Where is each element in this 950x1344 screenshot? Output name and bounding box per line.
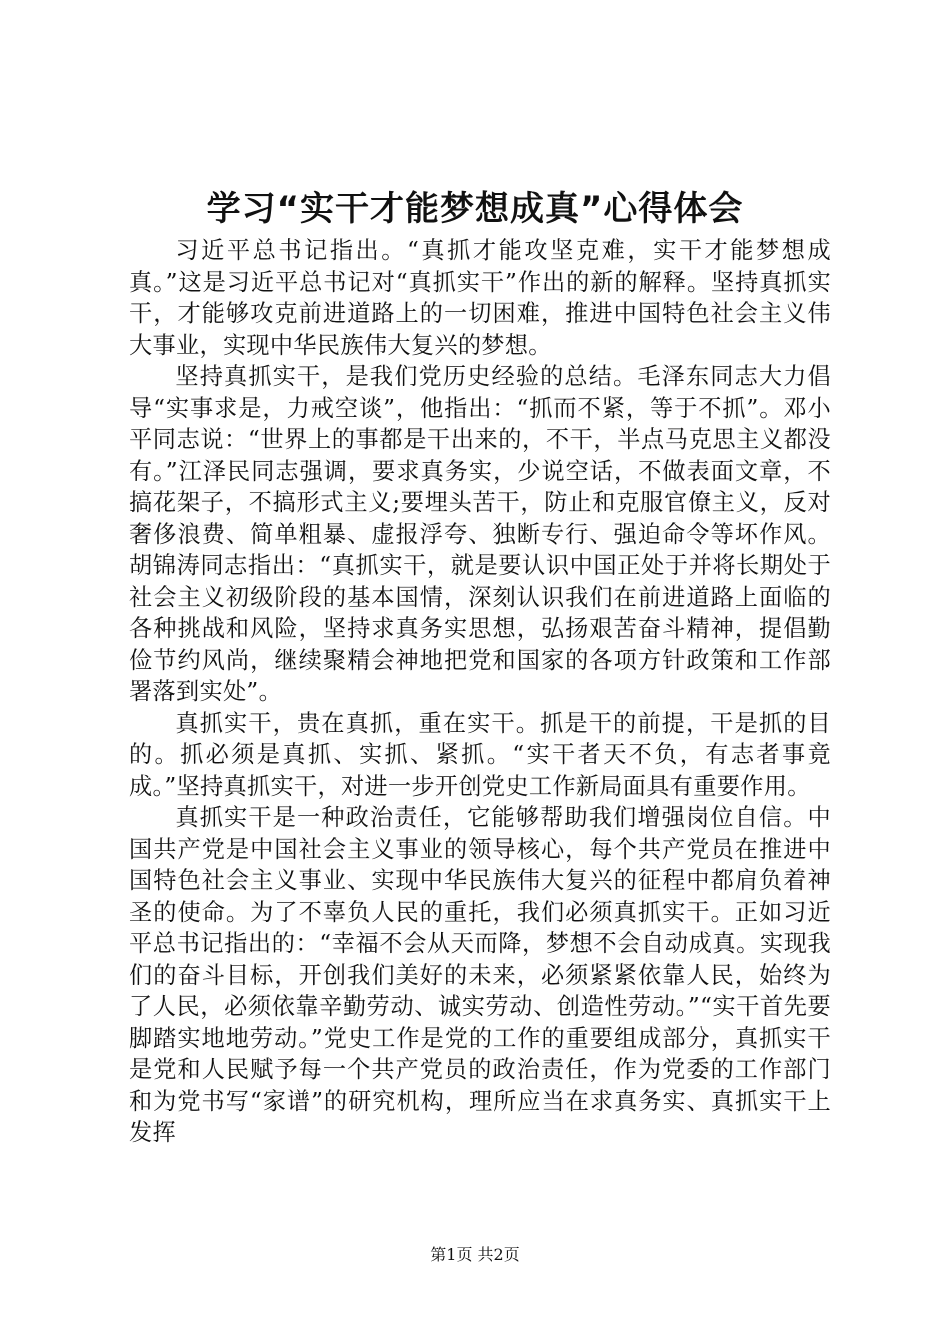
document-title: 学习“实干才能梦想成真”心得体会 [206,189,744,229]
paragraph-3: 真抓实干，贵在真抓，重在实干。抓是干的前提，干是抓的目的。抓必须是真抓、实抓、紧抓。“实干者天不负，有志者事竟成。”坚持真抓实干，对进一步开创党史工作新局面具有重要作用。 [129,709,831,800]
paragraph-1: 习近平总书记指出。“真抓才能攻坚克难，实干才能梦想成真。”这是习近平总书记对“真抓实干”作出的新的解释。坚持真抓实干，才能够攻克前进道路上的一切困难，推进中国特色社会主义伟大事业，实现中华民族伟大复兴的梦想。 [129,237,831,359]
page-number-footer: 第1页 共2页 [430,1245,520,1264]
document-body [129,235,831,1149]
paragraph-4: 真抓实干是一种政治责任，它能够帮助我们增强岗位自信。中国共产党是中国社会主义事业的领导核心，每个共产党员在推进中国特色社会主义事业、实现中华民族伟大复兴的征程中都肩负着神圣的使命。为了不辜负人民的重托，我们必须真抓实干。正如习近平总书记指出的：“幸福不会从天而降，梦想不会自动成真。实现我们的奋斗目标，开创我们美好的未来，必须紧紧依靠人民，始终为了人民，必须依靠辛勤劳动、诚实劳动、创造性劳动。”“实干首先要脚踏实地地劳动。”党史工作是党的工作的重要组成部分，真抓实干是党和人民赋予每一个共产党员的政治责任，作为党委的工作部门和为党书写“家谱”的研究机构，理所应当在求真务实、真抓实干上发挥 [129,804,831,1146]
paragraph-2: 坚持真抓实干，是我们党历史经验的总结。毛泽东同志大力倡导“实事求是，力戒空谈”，他指出：“抓而不紧，等于不抓”。邓小平同志说：“世界上的事都是干出来的，不干，半点马克思主义都没有。”江泽民同志强调，要求真务实，少说空话，不做表面文章，不搞花架子，不搞形式主义;要埋头苦干，防止和克服官僚主义，反对奢侈浪费、简单粗暴、虚报浮夸、独断专行、强迫命令等坏作风。胡锦涛同志指出：“真抓实干，就是要认识中国正处于并将长期处于社会主义初级阶段的基本国情，深刻认识我们在前进道路上面临的各种挑战和风险，坚持求真务实思想，弘扬艰苦奋斗精神，提倡勤俭节约风尚，继续聚精会神地把党和国家的各项方针政策和工作部署落到实处”。 [129,363,831,705]
